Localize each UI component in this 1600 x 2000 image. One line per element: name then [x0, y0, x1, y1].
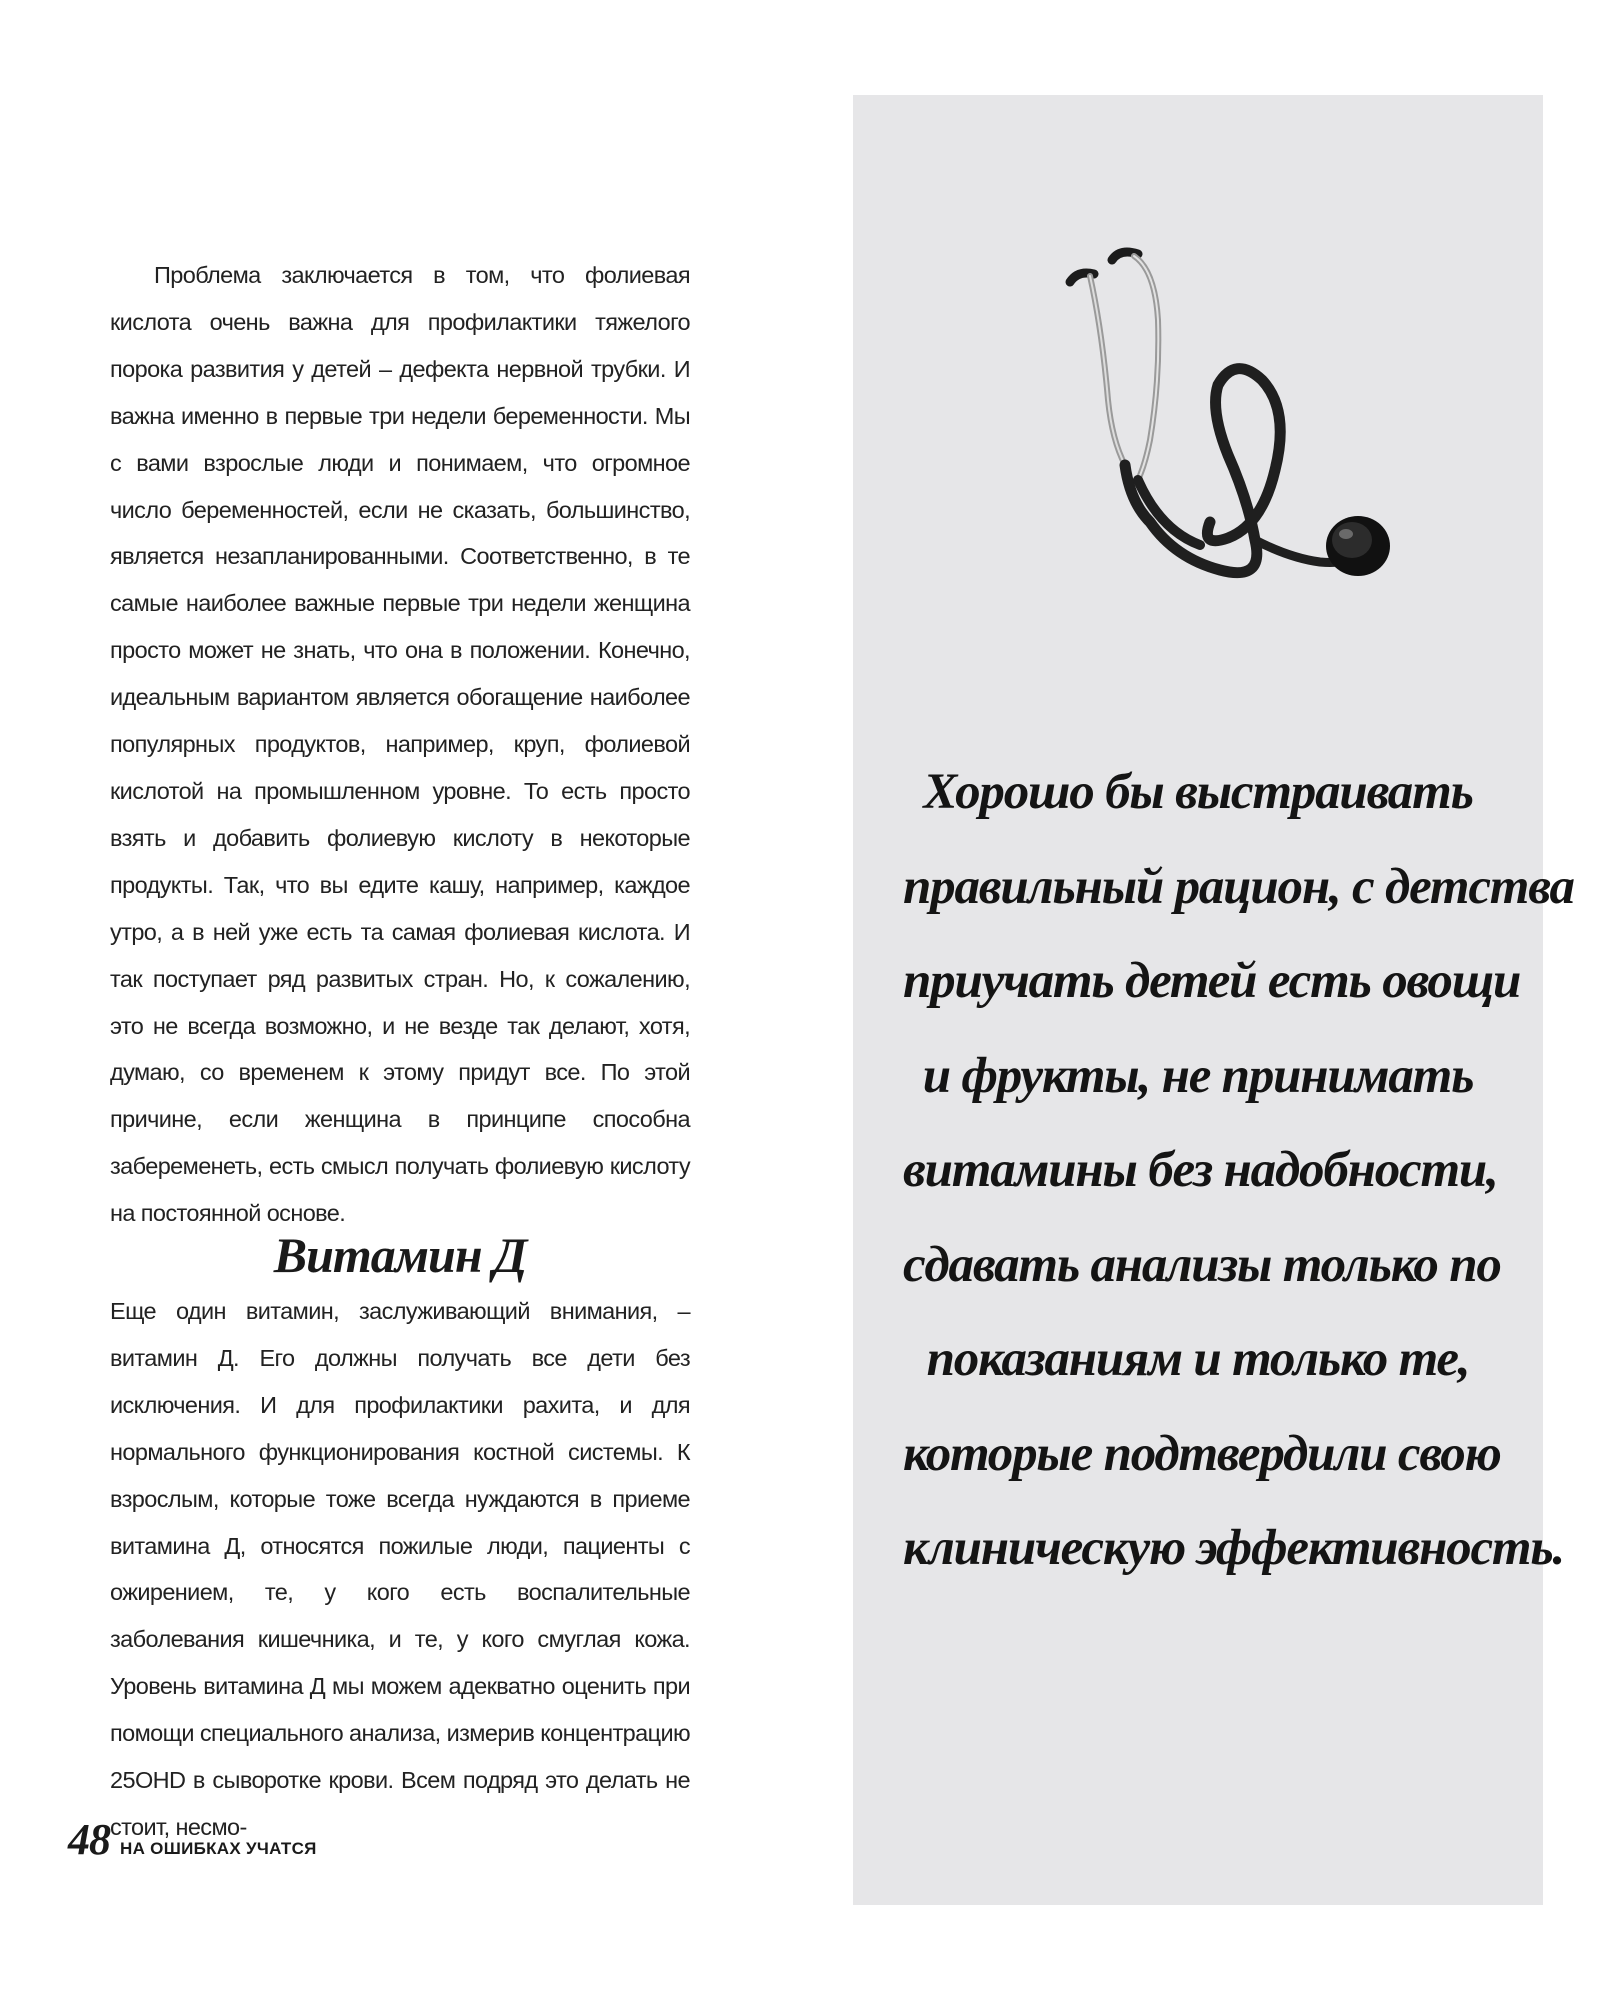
pull-quote: [903, 745, 1574, 1596]
running-title: НА ОШИБКАХ УЧАТСЯ: [120, 1839, 317, 1858]
quote-line: Хорошо бы выстраивать: [923, 764, 1473, 820]
quote-line: которые подтвердили свою: [903, 1425, 1501, 1482]
article-column: [110, 252, 690, 1237]
article-paragraph: Еще один витамин, заслуживающий внимания, – витамин Д. Его должны получать все дети без исключения. И для профилактики рахита, и для нормального функционирования костной системы. К взрослым, которые тоже всегда нуждаются в приеме витамина Д, относятся пожилые люди, пациенты с ожирением, те, у кого есть воспалительные заболевания кишечника, и те, у кого смуглая кожа. Уровень витамина Д мы можем адекватно оценить при помощи специального анализа, измерив концентрацию 25OHD в сыворотке крови. Всем подряд это делать не стоит, несмо-: [110, 1298, 690, 1840]
quote-line: приучать детей есть овощи: [903, 953, 1521, 1009]
quote-line: витамины без надобности,: [903, 1142, 1498, 1198]
quote-line: показаниям и только те,: [926, 1331, 1470, 1387]
page-number: 48: [68, 1815, 110, 1864]
quote-line: правильный рацион, с детства: [903, 858, 1574, 915]
quote-line: и фрукты, не принимать: [922, 1047, 1474, 1104]
page-footer: [68, 1815, 317, 1865]
article-paragraph: Проблема заключается в том, что фолиевая кислота очень важна для профилактики тяжелого порока развития у детей – дефекта нервной трубки. И важна именно в первые три недели беременности. Мы с вами взрослые люди и понимаем, что огромное число беременностей, если не сказать, большинство, является незапланированными. Соответственно, в те самые наиболее важные первые три недели женщина просто может не знать, что она в положении. Конечно, идеальным вариантом является обогащение наиболее популярных продуктов, например, круп, фолиевой кислотой на промышленном уровне. То есть просто взять и добавить фолиевую кислоту в некоторые продукты. Так, что вы едите кашу, например, каждое утро, а в ней уже есть та самая фолиевая кислота. И так поступает ряд развитых стран. Но, к сожалению, это не всегда возможно, и не везде так делают, хотя, думаю, со временем к этому придут все. По этой причине, если женщина в принципе способна забеременеть, есть смысл получать фолиевую кислоту на постоянной основе.: [110, 262, 690, 1227]
stethoscope-icon: [1050, 240, 1390, 620]
quote-line: сдавать анализы только по: [903, 1236, 1501, 1293]
article-column-continued: [110, 1288, 690, 1851]
section-heading: Витамин Д: [273, 1227, 527, 1283]
quote-line: клиническую эффективность.: [903, 1520, 1565, 1576]
